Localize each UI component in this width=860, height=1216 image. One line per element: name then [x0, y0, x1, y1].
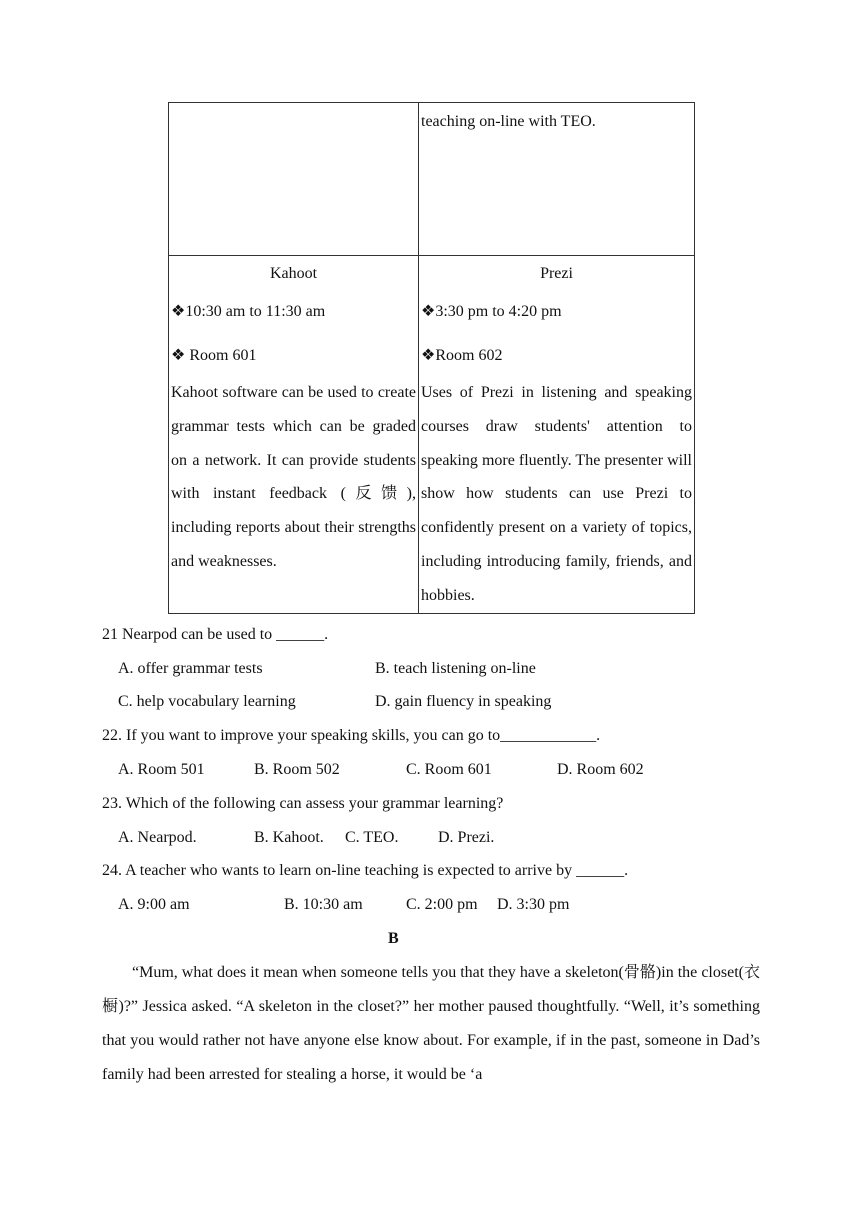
kahoot-cell [169, 256, 419, 614]
question-22-option-b: B. Room 502 [254, 761, 340, 778]
question-22-option-d: D. Room 602 [557, 761, 644, 778]
question-24-option-a: A. 9:00 am [118, 896, 190, 913]
question-24-option-d: D. 3:30 pm [497, 896, 570, 913]
kahoot-description: Kahoot software can be used to create grammar tests which can be graded on a network. It can provide students with instant feedback (反馈), including reports about their strengths and weaknesses. [171, 384, 416, 570]
prezi-description: Uses of Prezi in listening and speaking courses draw students' attention to speaking more fluently. The presenter will show how students can use Prezi to confidently present on a variety of topics, including introducing family, friends, and hobbies. [421, 384, 692, 604]
table-cell-teo-continued [419, 103, 695, 256]
question-22-stem: 22. If you want to improve your speaking skills, you can go to____________. [102, 727, 601, 744]
question-21-option-b: B. teach listening on-line [375, 660, 536, 677]
kahoot-room: ❖ Room 601 [171, 347, 257, 364]
question-23-option-d: D. Prezi. [438, 829, 495, 846]
question-23-option-c: C. TEO. [345, 829, 399, 846]
teo-description-end: teaching on-line with TEO. [421, 113, 596, 130]
prezi-room: ❖Room 602 [421, 347, 503, 364]
kahoot-time: ❖10:30 am to 11:30 am [171, 303, 326, 320]
question-24-option-c: C. 2:00 pm [406, 896, 478, 913]
question-24-stem: 24. A teacher who wants to learn on-line teaching is expected to arrive by ______. [102, 862, 629, 879]
question-22-option-c: C. Room 601 [406, 761, 492, 778]
kahoot-title: Kahoot [269, 265, 318, 282]
question-24-option-b: B. 10:30 am [284, 896, 363, 913]
question-21-option-d: D. gain fluency in speaking [375, 693, 552, 710]
question-23-option-b: B. Kahoot. [254, 829, 324, 846]
table-row [169, 256, 695, 614]
question-23-stem: 23. Which of the following can assess your grammar learning? [102, 795, 504, 812]
schedule-table [168, 102, 695, 614]
prezi-cell [419, 256, 695, 614]
question-21-option-a: A. offer grammar tests [118, 660, 263, 677]
question-22-option-a: A. Room 501 [118, 761, 205, 778]
table-row [169, 103, 695, 256]
section-b-paragraph: “Mum, what does it mean when someone tells you that they have a skeleton(骨骼)in the closet(衣橱)?” Jessica asked. “A skeleton in the closet?” her mother paused thoughtfully. “Well, it’s something that you would rather not have anyone else know about. For example, if in the past, someone in Dad’s family had been arrested for stealing a horse, it would be ‘a [102, 964, 761, 1083]
section-b-heading: B [388, 930, 399, 947]
prezi-title: Prezi [540, 265, 573, 282]
question-23-option-a: A. Nearpod. [118, 829, 197, 846]
prezi-time: ❖3:30 pm to 4:20 pm [421, 303, 562, 320]
question-21-stem: 21 Nearpod can be used to ______. [102, 626, 329, 643]
table-cell-empty [169, 103, 419, 256]
question-21-option-c: C. help vocabulary learning [118, 693, 296, 710]
